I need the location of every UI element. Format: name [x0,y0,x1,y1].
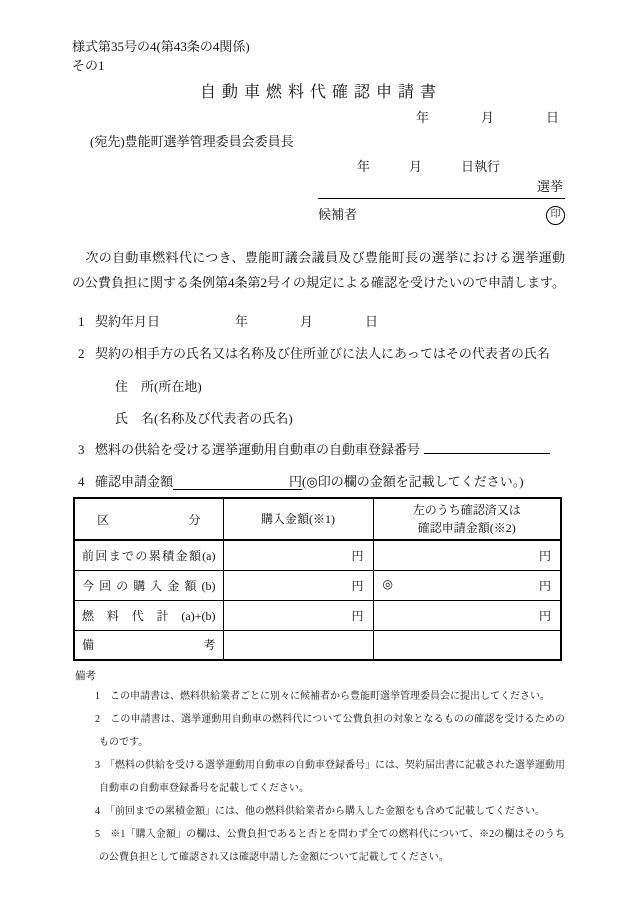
table-row-fuel-total [74,600,561,630]
amount-blank-line [173,473,289,486]
remark-note-4: 4 「前回までの累積金額」には、他の燃料供給業者から購入した金額をも含めて記載してください。 [95,806,545,817]
vehicle-registration-number-blank [424,440,550,454]
table-row-remarks [74,630,561,660]
candidate-label: 候補者 [318,207,358,222]
fuel-amount-table [73,497,562,661]
yen-unit-label: 円 [351,608,364,623]
row-label-current-purchase: 今回の購入金額(b) [74,570,223,600]
header-category: 区分 [74,498,223,540]
header-purchase-amount [223,498,373,540]
seal-character: 印 [550,209,561,220]
election-suffix-label: 選挙 [536,179,563,194]
table-row-previous-total [74,540,561,570]
form-number: 様式第35号の4(第43条の4関係) [72,39,250,54]
form-title: 自 動 車 燃 料 代 確 認 申 請 書 [199,84,437,101]
table-row-current-purchase [74,570,561,600]
contract-party-address-field: 住 所(所在地) [115,379,202,394]
row-label-remarks: 備考 [74,630,223,660]
remarks-title: 備考 [75,671,96,682]
fuel-total-purchase-cell [223,600,373,630]
declaration-paragraph: 次の自動車燃料代につき、豊能町議会議員及び豊能町長の選挙における選挙運動の公費負担に関する条例第4条第2号イの規定による確認を受けたいので申請します。 [72,250,565,290]
item-contract-party-label: 契約の相手方の氏名又は名称及び住所並びに法人にあってはその代表者の氏名 [95,346,550,361]
remark-note-5: 5 ※1「購入金額」の欄は、公費負担であると否とを問わず全ての燃料代について、※2の欄はそのうちの公費負担として確認され又は確認申請した金額について記載してください。 [95,829,565,863]
remark-note-1: 1 この申請書は、燃料供給業者ごとに別々に候補者から豊能町選挙管理委員会に提出してください。 [95,691,550,702]
yen-unit-label: 円 [538,578,551,593]
election-name-field [318,177,565,199]
previous-total-purchase-cell [223,540,373,570]
item-application-amount-label: 確認申請金額 [95,474,174,489]
header-confirmed-line1: 左のうち確認済又は [412,503,521,517]
yen-unit-label: 円 [289,474,303,489]
item-contract-date [72,311,565,332]
seal-icon [546,206,565,225]
item-contract-date-label: 契約年月日 [95,314,161,329]
item-vehicle-registration-label: 燃料の供給を受ける選挙運動用自動車の自動車登録番号 [95,442,421,457]
item-number: 4 [78,474,85,489]
remarks-purchase-cell [223,630,373,660]
header-confirmed-amount [373,498,561,540]
application-date-line: 年 月 日 [415,110,559,125]
yen-unit-label: 円 [538,608,551,623]
contract-party-name-field: 氏 名(名称及び代表者の氏名) [115,411,293,426]
current-purchase-cell [223,570,373,600]
row-label-previous-total: 前回までの累積金額(a) [74,540,223,570]
header-confirmed-line2: 確認申請金額(※2) [417,521,516,535]
item-application-amount [72,470,565,493]
previous-total-confirmed-cell [373,540,561,570]
row-label-fuel-total: 燃料代計(a)+(b) [74,600,223,630]
double-circle-mark: ◎ [382,576,393,591]
application-amount-blank [173,474,302,490]
item-number: 3 [78,442,85,457]
item-number: 2 [78,346,85,361]
remark-note-2: 2 この申請書は、選挙運動用自動車の燃料代について公費負担の対象となるものの確認を受けるためのものです。 [95,714,565,748]
yen-unit-label: 円 [351,578,364,593]
remarks-section [72,668,565,869]
remark-note-3: 3 「燃料の供給を受ける選挙運動用自動車の自動車登録番号」には、契約届出書に記載された選挙運動用自動車の自動車登録番号を記載してください。 [95,760,565,794]
item-number: 1 [78,314,85,329]
part-label: その1 [72,58,105,73]
candidate-signature-row [318,204,565,226]
addressee-line: (宛先)豊能町選挙管理委員会委員長 [90,134,294,149]
header-purchase-amount-label: 購入金額(※1) [261,512,335,526]
yen-unit-label: 円 [351,548,364,563]
contract-date-blanks: 年 月 日 [235,314,379,329]
current-confirmed-cell [373,570,561,600]
election-execution-date-line: 年 月 日執行 [356,159,500,174]
remarks-confirmed-cell [373,630,561,660]
yen-unit-label: 円 [538,548,551,563]
amount-paren-note: (◎印の欄の金額を記載してください。) [302,474,524,489]
fuel-total-confirmed-cell [373,600,561,630]
table-header-row [74,498,561,540]
item-contract-party [72,343,565,364]
item-vehicle-registration [72,438,565,461]
